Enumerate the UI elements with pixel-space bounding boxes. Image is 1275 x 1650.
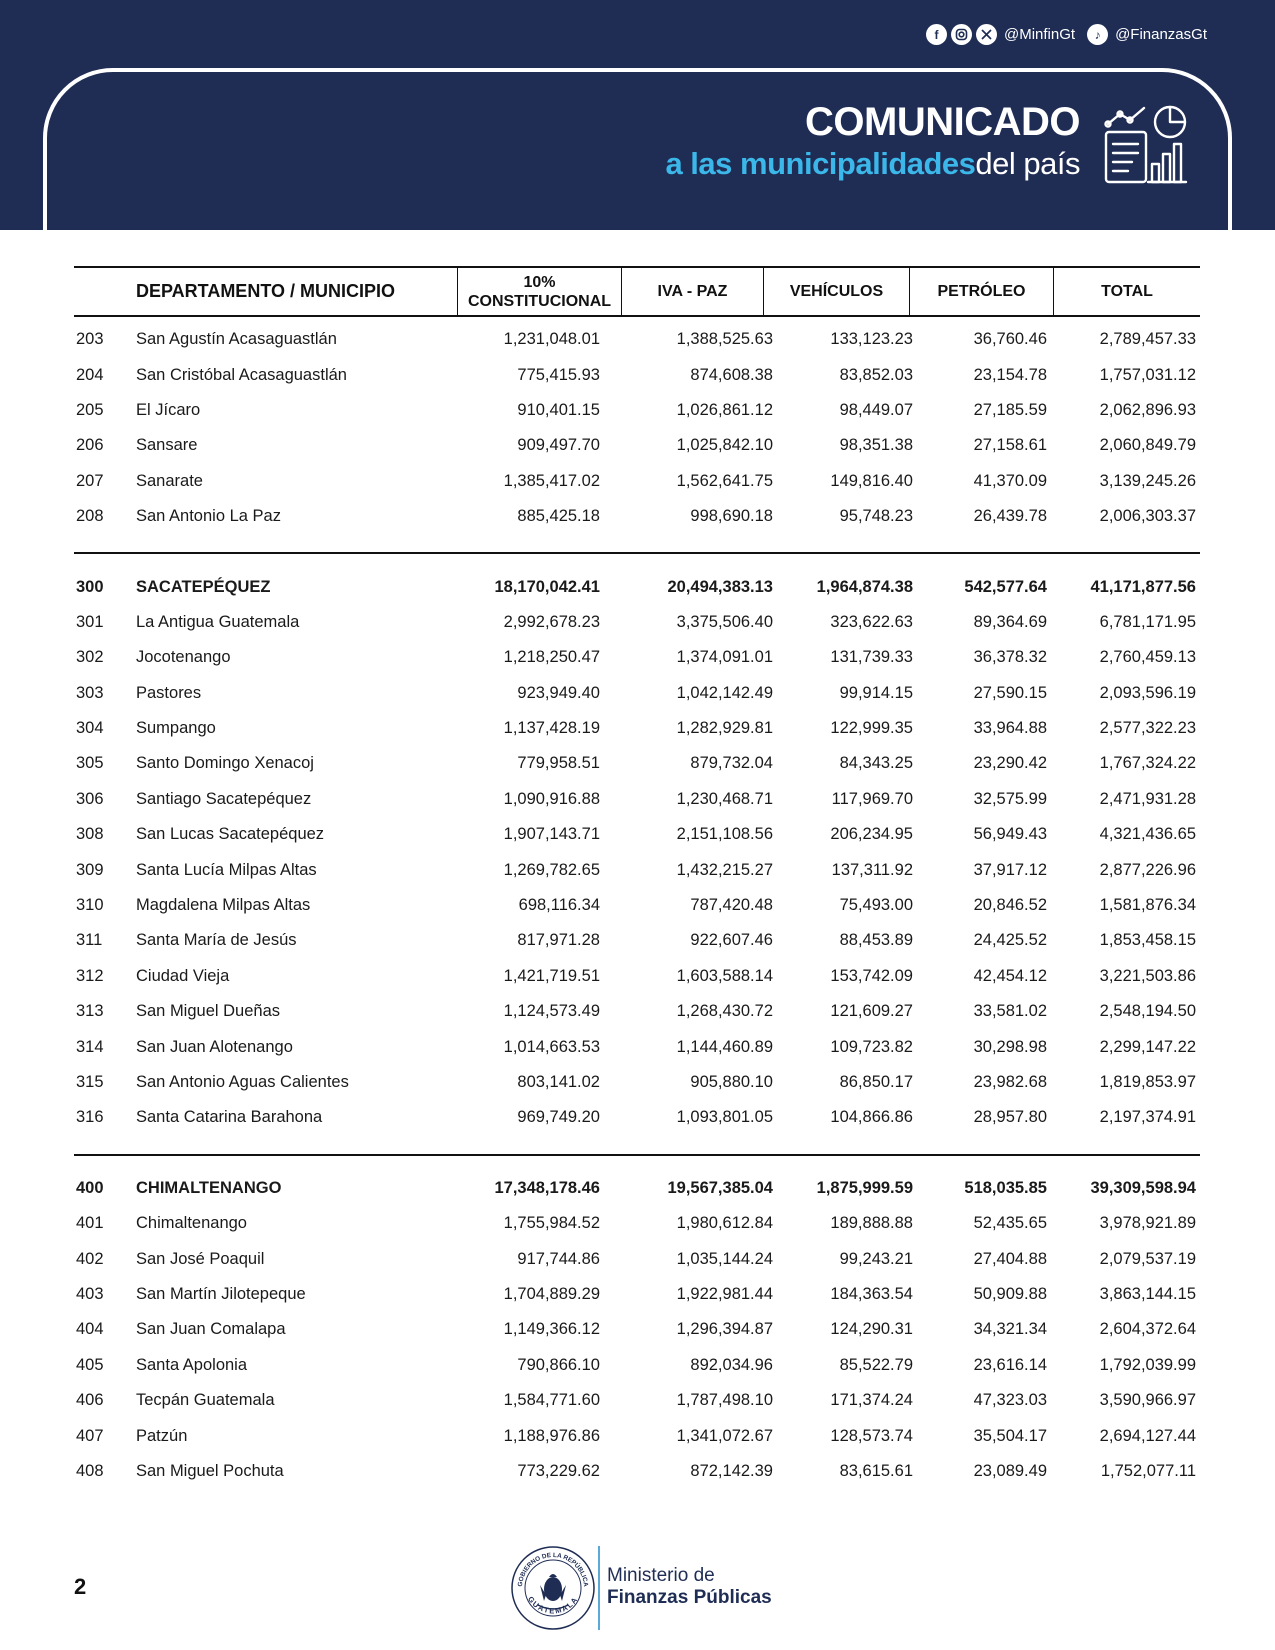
cell-vehiculos: 95,748.23	[839, 507, 913, 526]
tiktok-icon[interactable]: ♪	[1087, 24, 1108, 45]
cell-total: 6,781,171.95	[1099, 612, 1196, 631]
social-handle-minfin[interactable]: @MinfinGt	[1003, 26, 1076, 43]
cell-iva-paz: 1,035,144.24	[676, 1249, 773, 1268]
cell-10-constitucional: 817,971.28	[517, 931, 600, 950]
cell-total: 1,757,031.12	[1099, 365, 1196, 384]
municipio-name: Santa María de Jesús	[136, 931, 297, 950]
table-row	[74, 817, 1200, 852]
municipio-code: 406	[76, 1391, 104, 1410]
svg-text:GUATEMALA: GUATEMALA	[525, 1594, 581, 1616]
table-row	[74, 605, 1200, 640]
municipio-name: El Jícaro	[136, 400, 201, 419]
table-row	[74, 1383, 1200, 1418]
cell-petroleo: 34,321.34	[973, 1320, 1047, 1339]
cell-10-constitucional: 1,755,984.52	[503, 1214, 600, 1233]
municipio-code: 402	[76, 1249, 104, 1268]
cell-iva-paz: 1,025,842.10	[676, 436, 773, 455]
social-handle-finanzas[interactable]: @FinanzasGt	[1115, 26, 1207, 43]
municipio-code: 302	[76, 648, 104, 667]
table-row	[74, 393, 1200, 428]
table-row	[74, 640, 1200, 675]
municipio-name: San Agustín Acasaguastlán	[136, 330, 337, 349]
cell-10-constitucional: 917,744.86	[517, 1249, 600, 1268]
table-row	[74, 746, 1200, 781]
cell-petroleo: 52,435.65	[973, 1214, 1047, 1233]
cell-10-constitucional: 923,949.40	[517, 683, 600, 702]
cell-iva-paz: 874,608.38	[690, 365, 773, 384]
municipio-name: San Antonio La Paz	[136, 507, 281, 526]
ministry-logo-text	[607, 1565, 772, 1609]
facebook-icon[interactable]: f	[926, 24, 947, 45]
municipio-name: San Juan Comalapa	[136, 1320, 286, 1339]
cell-total: 2,060,849.79	[1099, 436, 1196, 455]
cell-petroleo: 24,425.52	[973, 931, 1047, 950]
cell-iva-paz: 892,034.96	[690, 1355, 773, 1374]
cell-petroleo: 42,454.12	[973, 966, 1047, 985]
cell-10-constitucional: 779,958.51	[517, 754, 600, 773]
table-row	[74, 322, 1200, 357]
cell-10-constitucional: 1,014,663.53	[503, 1037, 600, 1056]
header-iva-paz: IVA - PAZ	[621, 268, 763, 315]
x-icon[interactable]	[976, 24, 997, 45]
cell-10-constitucional: 1,269,782.65	[503, 860, 600, 879]
cell-10-constitucional: 1,137,428.19	[503, 719, 600, 738]
municipio-code: 311	[76, 931, 103, 950]
cell-vehiculos: 184,363.54	[830, 1284, 913, 1303]
cell-petroleo: 23,154.78	[973, 365, 1047, 384]
cell-total: 2,760,459.13	[1099, 648, 1196, 667]
cell-vehiculos: 131,739.33	[830, 648, 913, 667]
municipio-name: San Cristóbal Acasaguastlán	[136, 365, 347, 384]
table-header	[74, 266, 1200, 317]
municipio-name: La Antigua Guatemala	[136, 612, 300, 631]
cell-iva-paz: 879,732.04	[690, 754, 773, 773]
page-number: 2	[74, 1574, 87, 1599]
cell-total: 2,062,896.93	[1099, 400, 1196, 419]
cell-iva-paz: 922,607.46	[690, 931, 773, 950]
group-chimaltenango-rows	[74, 1171, 1200, 1490]
municipio-code: 306	[76, 789, 104, 808]
cell-10-constitucional: 1,385,417.02	[503, 471, 600, 490]
header-vehiculos: VEHÍCULOS	[763, 268, 909, 315]
cell-vehiculos: 109,723.82	[830, 1037, 913, 1056]
cell-vehiculos: 84,343.25	[839, 754, 913, 773]
municipio-name: Santa Catarina Barahona	[136, 1108, 323, 1127]
ministry-line2: Finanzas Públicas	[607, 1587, 772, 1608]
cell-petroleo: 89,364.69	[973, 612, 1047, 631]
municipio-name: Sanarate	[136, 471, 203, 490]
report-chart-icon	[1102, 102, 1190, 188]
cell-10-constitucional: 1,124,573.49	[503, 1002, 600, 1021]
cell-total: 4,321,436.65	[1099, 825, 1196, 844]
cell-total: 2,577,322.23	[1099, 719, 1196, 738]
municipio-code: 310	[76, 896, 104, 915]
municipio-name: CHIMALTENANGO	[136, 1178, 282, 1197]
cell-10-constitucional: 18,170,042.41	[494, 577, 600, 596]
cell-10-constitucional: 17,348,178.46	[494, 1178, 600, 1197]
municipio-code: 208	[76, 507, 104, 526]
cell-total: 3,978,921.89	[1099, 1214, 1196, 1233]
cell-total: 1,752,077.11	[1100, 1461, 1196, 1480]
municipio-code: 405	[76, 1355, 104, 1374]
cell-iva-paz: 1,374,091.01	[676, 648, 773, 667]
cell-10-constitucional: 1,907,143.71	[503, 825, 600, 844]
municipio-name: San Juan Alotenango	[136, 1037, 293, 1056]
table-row	[74, 357, 1200, 392]
cell-vehiculos: 88,453.89	[839, 931, 913, 950]
municipio-code: 203	[76, 330, 104, 349]
table-row	[74, 1418, 1200, 1453]
header-banner	[0, 0, 1275, 230]
cell-petroleo: 36,378.32	[973, 648, 1047, 667]
cell-petroleo: 50,909.88	[973, 1284, 1047, 1303]
cell-petroleo: 36,760.46	[973, 330, 1047, 349]
municipio-code: 301	[76, 612, 104, 631]
cell-total: 2,877,226.96	[1099, 860, 1196, 879]
municipio-code: 304	[76, 719, 104, 738]
cell-petroleo: 27,158.61	[973, 436, 1047, 455]
cell-total: 2,079,537.19	[1099, 1249, 1196, 1268]
cell-vehiculos: 117,969.70	[831, 789, 913, 808]
cell-iva-paz: 1,980,612.84	[676, 1214, 773, 1233]
cell-vehiculos: 153,742.09	[830, 966, 913, 985]
municipio-name: Jocotenango	[136, 648, 231, 667]
cell-vehiculos: 121,609.27	[830, 1002, 913, 1021]
group-divider	[74, 1154, 1200, 1156]
cell-petroleo: 37,917.12	[973, 860, 1047, 879]
cell-vehiculos: 323,622.63	[830, 612, 913, 631]
cell-iva-paz: 1,093,801.05	[676, 1108, 773, 1127]
cell-10-constitucional: 1,421,719.51	[503, 966, 600, 985]
cell-10-constitucional: 1,188,976.86	[503, 1426, 600, 1445]
cell-total: 41,171,877.56	[1090, 577, 1196, 596]
cell-total: 3,590,966.97	[1099, 1391, 1196, 1410]
municipio-code: 309	[76, 860, 104, 879]
table-row	[74, 499, 1200, 534]
group-divider	[74, 552, 1200, 554]
cell-petroleo: 47,323.03	[973, 1391, 1047, 1410]
municipio-name: San Martín Jilotepeque	[136, 1284, 306, 1303]
cell-iva-paz: 1,282,929.81	[676, 719, 773, 738]
municipio-name: San Miguel Dueñas	[136, 1002, 281, 1021]
municipio-name: Santo Domingo Xenacoj	[136, 754, 314, 773]
cell-10-constitucional: 885,425.18	[517, 507, 600, 526]
cell-iva-paz: 998,690.18	[690, 507, 773, 526]
cell-total: 1,792,039.99	[1099, 1355, 1196, 1374]
table-row	[74, 1206, 1200, 1241]
cell-10-constitucional: 1,584,771.60	[503, 1391, 600, 1410]
municipio-code: 314	[76, 1037, 104, 1056]
cell-total: 2,471,931.28	[1099, 789, 1196, 808]
municipio-code: 401	[76, 1214, 104, 1233]
municipio-code: 300	[76, 577, 104, 596]
cell-vehiculos: 99,914.15	[839, 683, 913, 702]
cell-vehiculos: 104,866.86	[830, 1108, 913, 1127]
cell-total: 1,819,853.97	[1099, 1073, 1196, 1091]
cell-iva-paz: 905,880.10	[690, 1073, 773, 1091]
cell-10-constitucional: 790,866.10	[517, 1355, 600, 1374]
table-row	[74, 1348, 1200, 1383]
cell-10-constitucional: 910,401.15	[517, 400, 600, 419]
cell-total: 3,863,144.15	[1099, 1284, 1196, 1303]
cell-iva-paz: 872,142.39	[690, 1461, 773, 1480]
table-row	[74, 888, 1200, 923]
cell-total: 2,299,147.22	[1099, 1037, 1196, 1056]
table-row	[74, 959, 1200, 994]
cell-vehiculos: 75,493.00	[839, 896, 913, 915]
group-el-progreso-rows	[74, 322, 1200, 534]
cell-10-constitucional: 969,749.20	[517, 1108, 600, 1127]
cell-total: 2,006,303.37	[1099, 507, 1196, 526]
cell-iva-paz: 1,230,468.71	[676, 789, 773, 808]
cell-vehiculos: 1,964,874.38	[816, 577, 913, 596]
municipio-code: 206	[76, 436, 104, 455]
cell-iva-paz: 2,151,108.56	[676, 825, 773, 844]
cell-vehiculos: 149,816.40	[830, 471, 913, 490]
cell-total: 2,548,194.50	[1099, 1002, 1196, 1021]
cell-petroleo: 56,949.43	[973, 825, 1047, 844]
municipio-name: SACATEPÉQUEZ	[136, 577, 271, 596]
cell-10-constitucional: 773,229.62	[517, 1461, 600, 1480]
cell-petroleo: 518,035.85	[964, 1178, 1047, 1197]
cell-10-constitucional: 1,149,366.12	[503, 1320, 600, 1339]
municipio-name: Santa Apolonia	[136, 1355, 248, 1374]
cell-vehiculos: 98,351.38	[839, 436, 913, 455]
cell-10-constitucional: 803,141.02	[517, 1073, 600, 1091]
table-row	[74, 1277, 1200, 1312]
cell-total: 1,853,458.15	[1099, 931, 1196, 950]
municipio-code: 205	[76, 400, 104, 419]
municipio-name: Santiago Sacatepéquez	[136, 789, 312, 808]
guatemala-seal	[510, 1545, 596, 1631]
cell-iva-paz: 1,432,215.27	[676, 860, 773, 879]
cell-petroleo: 27,185.59	[973, 400, 1047, 419]
municipio-name: Magdalena Milpas Altas	[136, 896, 311, 915]
cell-vehiculos: 133,123.23	[830, 330, 913, 349]
municipio-name: Santa Lucía Milpas Altas	[136, 860, 317, 879]
municipio-code: 408	[76, 1461, 104, 1480]
municipio-code: 305	[76, 754, 104, 773]
municipio-code: 308	[76, 825, 104, 844]
cell-vehiculos: 1,875,999.59	[816, 1178, 913, 1197]
municipio-name: San Miguel Pochuta	[136, 1461, 284, 1480]
municipio-code: 316	[76, 1108, 104, 1127]
department-total-row	[74, 569, 1200, 604]
municipio-name: Sansare	[136, 436, 198, 455]
cell-iva-paz: 3,375,506.40	[676, 612, 773, 631]
table-row	[74, 676, 1200, 711]
cell-vehiculos: 137,311.92	[831, 860, 913, 879]
cell-petroleo: 26,439.78	[973, 507, 1047, 526]
cell-iva-paz: 1,922,981.44	[676, 1284, 773, 1303]
cell-vehiculos: 98,449.07	[839, 400, 913, 419]
cell-petroleo: 33,964.88	[973, 719, 1047, 738]
cell-petroleo: 27,590.15	[973, 683, 1047, 702]
cell-10-constitucional: 1,704,889.29	[503, 1284, 600, 1303]
cell-petroleo: 23,982.68	[973, 1073, 1047, 1091]
page-subtitle	[665, 144, 1080, 184]
table-row	[74, 1065, 1200, 1100]
cell-petroleo: 28,957.80	[973, 1108, 1047, 1127]
cell-10-constitucional: 1,231,048.01	[503, 330, 600, 349]
municipio-code: 303	[76, 683, 104, 702]
cell-10-constitucional: 2,992,678.23	[503, 612, 600, 631]
cell-iva-paz: 20,494,383.13	[667, 577, 773, 596]
cell-iva-paz: 1,042,142.49	[676, 683, 773, 702]
table-row	[74, 464, 1200, 499]
table-row	[74, 782, 1200, 817]
municipio-code: 407	[76, 1426, 104, 1445]
municipio-code: 313	[76, 1002, 104, 1021]
table-row	[74, 1454, 1200, 1489]
cell-vehiculos: 85,522.79	[839, 1355, 913, 1374]
cell-total: 2,694,127.44	[1099, 1426, 1196, 1445]
table-row	[74, 852, 1200, 887]
municipio-name: Tecpán Guatemala	[136, 1391, 275, 1410]
table-row	[74, 428, 1200, 463]
department-total-row	[74, 1171, 1200, 1206]
table-row	[74, 923, 1200, 958]
cell-total: 2,604,372.64	[1099, 1320, 1196, 1339]
cell-vehiculos: 122,999.35	[830, 719, 913, 738]
cell-petroleo: 20,846.52	[973, 896, 1047, 915]
cell-iva-paz: 1,787,498.10	[676, 1391, 773, 1410]
municipio-name: Chimaltenango	[136, 1214, 247, 1233]
cell-petroleo: 27,404.88	[973, 1249, 1047, 1268]
cell-iva-paz: 1,388,525.63	[676, 330, 773, 349]
cell-vehiculos: 128,573.74	[830, 1426, 913, 1445]
cell-iva-paz: 1,603,588.14	[676, 966, 773, 985]
municipio-name: San Antonio Aguas Calientes	[136, 1073, 349, 1091]
cell-petroleo: 30,298.98	[973, 1037, 1047, 1056]
cell-10-constitucional: 698,116.34	[518, 896, 600, 915]
page-title: COMUNICADO	[805, 100, 1080, 144]
subtitle-accent: municipalidades	[740, 146, 976, 181]
cell-vehiculos: 189,888.88	[830, 1214, 913, 1233]
ministry-divider	[598, 1546, 600, 1630]
cell-iva-paz: 1,144,460.89	[676, 1037, 773, 1056]
municipio-name: Pastores	[136, 683, 202, 702]
cell-vehiculos: 83,615.61	[839, 1461, 913, 1480]
municipio-code: 207	[76, 471, 104, 490]
ministry-line1: Ministerio de	[607, 1565, 715, 1586]
table-row	[74, 711, 1200, 746]
cell-iva-paz: 1,341,072.67	[676, 1426, 773, 1445]
svg-text:GOBIERNO DE LA REPÚBLICA: GOBIERNO DE LA REPÚBLICA	[516, 1551, 590, 1588]
table-row	[74, 994, 1200, 1029]
table-row	[74, 1029, 1200, 1064]
cell-iva-paz: 1,268,430.72	[676, 1002, 773, 1021]
cell-iva-paz: 1,296,394.87	[676, 1320, 773, 1339]
cell-10-constitucional: 1,218,250.47	[503, 648, 600, 667]
subtitle-prefix: a las	[665, 146, 732, 181]
cell-total: 2,093,596.19	[1099, 683, 1196, 702]
municipio-name: Ciudad Vieja	[136, 966, 230, 985]
table-row	[74, 1312, 1200, 1347]
cell-total: 1,581,876.34	[1099, 896, 1196, 915]
header-total: TOTAL	[1053, 268, 1200, 315]
cell-vehiculos: 171,374.24	[830, 1391, 913, 1410]
group-sacatepequez-rows	[74, 569, 1200, 1135]
cell-petroleo: 33,581.02	[973, 1002, 1047, 1021]
cell-vehiculos: 83,852.03	[839, 365, 913, 384]
municipio-code: 403	[76, 1284, 104, 1303]
instagram-icon[interactable]	[951, 24, 972, 45]
cell-total: 3,139,245.26	[1099, 471, 1196, 490]
municipio-name: Sumpango	[136, 719, 216, 738]
cell-total: 3,221,503.86	[1099, 966, 1196, 985]
cell-petroleo: 32,575.99	[973, 789, 1047, 808]
cell-total: 39,309,598.94	[1090, 1178, 1196, 1197]
municipio-name: Patzún	[136, 1426, 188, 1445]
subtitle-suffix: del país	[975, 146, 1080, 181]
cell-total: 2,197,374.91	[1099, 1108, 1196, 1127]
cell-petroleo: 23,089.49	[973, 1461, 1047, 1480]
header-10-line2: CONSTITUCIONAL	[467, 292, 612, 310]
cell-petroleo: 542,577.64	[964, 577, 1047, 596]
municipio-name: San Lucas Sacatepéquez	[136, 825, 325, 844]
header-10-constitucional	[457, 268, 621, 315]
cell-iva-paz: 19,567,385.04	[667, 1178, 773, 1197]
cell-vehiculos: 99,243.21	[839, 1249, 913, 1268]
cell-vehiculos: 86,850.17	[839, 1073, 913, 1091]
social-bar	[926, 24, 1215, 45]
cell-iva-paz: 787,420.48	[690, 896, 773, 915]
municipio-code: 312	[76, 966, 104, 985]
header-petroleo: PETRÓLEO	[909, 268, 1053, 315]
table-row	[74, 1241, 1200, 1276]
title-block	[665, 100, 1080, 184]
cell-vehiculos: 206,234.95	[830, 825, 913, 844]
cell-petroleo: 35,504.17	[973, 1426, 1047, 1445]
header-dept-municipio: DEPARTAMENTO / MUNICIPIO	[135, 281, 395, 301]
municipio-code: 204	[76, 365, 104, 384]
municipio-name: San José Poaquil	[136, 1249, 265, 1268]
municipio-code: 315	[76, 1073, 104, 1091]
cell-total: 2,789,457.33	[1099, 330, 1196, 349]
cell-iva-paz: 1,562,641.75	[676, 471, 773, 490]
table-row	[74, 1100, 1200, 1135]
header-10-line1: 10%	[523, 273, 556, 291]
municipio-code: 400	[76, 1178, 104, 1197]
cell-10-constitucional: 909,497.70	[517, 436, 600, 455]
transfers-table	[74, 266, 1200, 1489]
municipio-code: 404	[76, 1320, 104, 1339]
cell-vehiculos: 124,290.31	[830, 1320, 913, 1339]
cell-10-constitucional: 775,415.93	[517, 365, 600, 384]
cell-petroleo: 23,290.42	[973, 754, 1047, 773]
cell-10-constitucional: 1,090,916.88	[503, 789, 600, 808]
cell-total: 1,767,324.22	[1099, 754, 1196, 773]
cell-iva-paz: 1,026,861.12	[676, 400, 773, 419]
cell-petroleo: 41,370.09	[973, 471, 1047, 490]
cell-petroleo: 23,616.14	[973, 1355, 1047, 1374]
